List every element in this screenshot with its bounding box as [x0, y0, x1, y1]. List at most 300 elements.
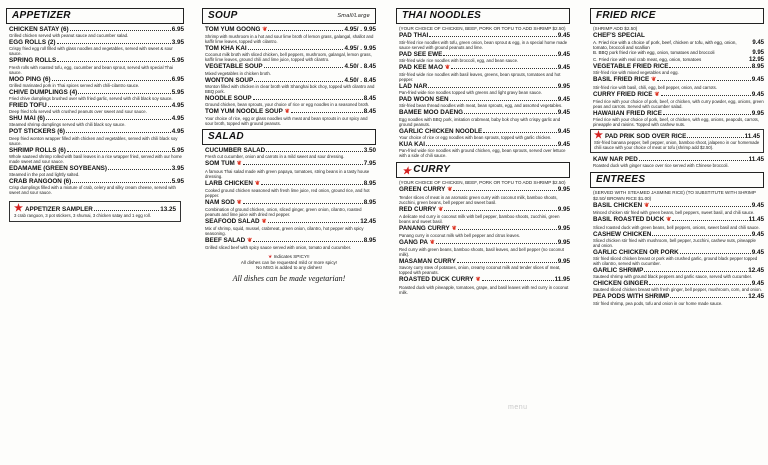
item-name: SHRIMP ROLLS (6): [9, 146, 66, 154]
item-description: Mixed vegetables in chicken broth.: [205, 70, 271, 76]
item-description: Fried chive dumplings brushed over with fried garlic, served with chili black soy sauce.: [9, 96, 173, 102]
menu-item: [593, 76, 764, 89]
soup-header: SOUP Small/Large: [202, 8, 376, 24]
item-price: 12.95: [748, 56, 764, 63]
item-name: VEGETABLE FRIED RICE: [593, 63, 669, 71]
thai-noodles-list: [396, 32, 570, 158]
item-name: PAD PRIK SOD OVER RICE: [604, 133, 687, 141]
chefs-special-text: B. BBQ pork fried rice with egg, onion, tomatoes and broccoli: [593, 50, 715, 56]
menu-item-row: [205, 45, 376, 52]
menu-item: [205, 77, 376, 94]
curry-list: [396, 186, 570, 294]
item-price: 9.45: [751, 230, 764, 238]
item-description: Crisp dumplings filled with a mixture of crab, celery and silky cream cheese, served with sweet and sour sauce.: [9, 185, 176, 196]
menu-item-row: [205, 95, 376, 102]
item-description: Grilled chicken served with peanut sauce and cucumber salad.: [9, 33, 129, 39]
item-name: MASAMAN CURRY: [399, 258, 456, 266]
menu-item-row: [14, 205, 176, 213]
item-price: 4.95: [171, 115, 184, 123]
menu-item-row: [399, 186, 570, 194]
menu-item: [9, 147, 184, 164]
item-name: GARLIC SHRIMP: [593, 267, 644, 275]
vegetarian-note: All dishes can be made vegetarian!: [232, 273, 346, 283]
item-description: Stir-fried banana pepper, bell pepper, onion, bamboo shoot, jalapeno in our homemade chili sauce with your choice of meat or tofu (shrimp add $2.50).: [594, 140, 760, 151]
item-price: 12.45: [748, 293, 764, 301]
item-price: 4.95: [171, 128, 184, 136]
item-price: 4.95/ . 9.95: [344, 26, 376, 33]
item-price: 9.45: [751, 248, 764, 256]
item-name: PAD KEE MAO: [399, 63, 443, 71]
salad-header: SALAD: [202, 129, 376, 145]
item-name: SHU MAI (6): [9, 115, 46, 123]
item-description: Crispy fried egg roll filled with glass noodles and vegetables, served with sweet & sour sauce.: [9, 46, 173, 57]
menu-item-row: [9, 76, 184, 83]
item-price: 9.45: [557, 109, 570, 117]
item-price: 9.45: [557, 96, 570, 104]
menu-item-row: [9, 89, 184, 96]
appetizer-section: [6, 8, 184, 222]
menu-item-row: [593, 249, 764, 256]
item-name: CHICKEN SATAY (6): [9, 26, 69, 33]
item-name: BEEF SALAD: [205, 237, 246, 245]
dotted-leader: [652, 235, 750, 236]
item-description: Grilled sliced beef with spicy sauce served with onion, tomato and cucumber.: [205, 245, 352, 251]
dotted-leader: [644, 271, 747, 272]
curry-header: ★ CURRY: [396, 162, 570, 178]
chili-pepper-icon: ❦: [651, 77, 657, 84]
item-description: Sliced roasted duck with green beans, bell peppers, onions, sweet basil and chili sauce.: [593, 224, 760, 230]
dotted-leader: [639, 160, 748, 161]
dotted-leader: [254, 81, 343, 82]
chefs-special-title: CHEF'S SPECIAL: [593, 32, 645, 40]
dotted-leader: [436, 243, 557, 244]
item-price: 8.95: [363, 179, 376, 187]
menu-item-row: [399, 96, 570, 103]
menu-item-row: [9, 102, 184, 109]
chili-pepper-icon: ❦: [268, 254, 273, 260]
item-name: TOM YUM NOODLE SOUP: [205, 108, 283, 116]
chili-pepper-icon: ❦: [429, 240, 435, 247]
item-name: TOM KHA KAI: [205, 45, 247, 53]
item-price: 4.95/ . 9.95: [344, 45, 376, 53]
menu-item: [399, 258, 570, 275]
menu-item: [593, 156, 764, 168]
salad-list: [202, 147, 376, 250]
chefs-special-line: [593, 40, 764, 51]
menu-item: [593, 293, 764, 305]
menu-item: [205, 95, 376, 107]
item-description: Sauteed shrimp with ground black peppers and garlic sauce, served with cucumber.: [593, 274, 753, 280]
item-price: 5.95: [171, 88, 184, 96]
dotted-leader: [66, 132, 171, 133]
item-price: 9.95: [751, 109, 764, 117]
menu-item: [205, 63, 376, 75]
menu-item: [399, 186, 570, 204]
appetizer-header: APPETIZER: [6, 8, 184, 24]
dotted-leader: [453, 190, 556, 191]
menu-item-row: [205, 147, 376, 154]
chili-pepper-icon: ❦: [261, 219, 267, 226]
menu-item: [205, 218, 376, 236]
menu-item-row: [593, 293, 764, 300]
menu-item: [9, 57, 184, 74]
menu-item-row: [205, 26, 376, 34]
chefs-special-list: [590, 40, 764, 64]
dotted-leader: [67, 151, 171, 152]
item-name: GANG PA: [399, 239, 428, 247]
menu-item: [399, 109, 570, 126]
item-description: Stir-fried wide rice noodles with broccoli, egg, and bean sauce.: [399, 57, 519, 63]
item-price: 9.45: [752, 39, 764, 46]
menu-item: [593, 63, 764, 75]
item-description: Shrimp with mushroom in a hot and sour lime broth of lemon grass, galangal, shallot and kaffir lime leaves, topped with cilantro.: [205, 34, 374, 45]
red-star-icon: ★: [14, 203, 23, 215]
menu-item: [9, 102, 184, 114]
item-name: TOM YUM GOONG: [205, 26, 261, 33]
chili-pepper-icon: ❦: [236, 199, 242, 206]
dotted-leader: [261, 184, 363, 185]
item-price: 3.95: [171, 164, 184, 172]
menu-item-row: [9, 165, 184, 172]
item-description: Combination of ground chicken, onion, sliced ginger, green onion, cilantro, roasted peanuts and lime juice with dried red pepper.: [205, 207, 362, 218]
item-description: Your choice of rice, egg or glass noodles with meat and bean sprouts in our spicy and sour broth, topped with ground peanuts.: [205, 116, 368, 127]
dotted-leader: [266, 151, 363, 152]
dotted-leader: [444, 210, 557, 211]
item-description: A delicate red curry in coconut milk with bell pepper, bamboo shoots, zucchini, green beans and sweet basil.: [399, 213, 560, 224]
dotted-leader: [253, 241, 362, 242]
dotted-leader: [680, 253, 751, 254]
dotted-leader: [657, 80, 750, 81]
item-description: Stir fried sliced chicken breast or pork with crushed garlic, ground black pepper topped with cilantro, served with cucumber.: [593, 256, 758, 267]
item-price: 13.25: [160, 206, 176, 214]
menu-item-row: [9, 178, 184, 185]
item-name: MOO PING (6): [9, 75, 51, 83]
item-description: Grilled marinated pork in Thai spices served with chili-cilantro sauce.: [9, 82, 140, 88]
item-description: Steamed in the pot and lightly salted.: [9, 172, 80, 178]
item-description: Ground chicken, bean sprouts, your choice of rice or egg noodles in a seasoned broth.: [205, 102, 370, 108]
menu-item: [205, 108, 376, 126]
menu-item: [593, 216, 764, 229]
soup-section: [202, 8, 376, 126]
menu-item-row: [9, 128, 184, 135]
menu-item: [399, 128, 570, 140]
curry-note: (YOUR CHOICE OF CHICKEN, BEEF, PORK OR TOFU TO ADD SHRIMP $2.50): [399, 180, 566, 186]
menu-item-row: [205, 77, 376, 84]
item-price: 8.45: [363, 94, 376, 102]
dotted-leader: [443, 55, 556, 56]
chili-pepper-icon: ❦: [475, 277, 481, 284]
appetizer-sampler-box: [9, 201, 181, 222]
item-description: Stir-fried rice with mixed vegetables and egg.: [593, 70, 679, 76]
chili-pepper-icon: ❦: [666, 217, 672, 224]
menu-item: [9, 26, 184, 38]
item-price: 9.95: [557, 239, 570, 247]
entrees-note: (SERVED WITH STEAMED JASMINE RICE) (TO SUBSTITUTE WITH SHRIMP $2.50/ BROWN RICE $1.00): [593, 190, 756, 201]
dotted-leader: [426, 145, 557, 146]
menu-item: [593, 267, 764, 279]
item-price: 9.95: [557, 224, 570, 232]
item-price: 8.95: [751, 63, 764, 71]
item-name: BASIL ROASTED DUCK: [593, 216, 665, 224]
menu-item: [205, 147, 376, 159]
item-name: LAD NAR: [399, 83, 428, 91]
dotted-leader: [483, 132, 556, 133]
menu-item-row: [593, 91, 764, 99]
item-price: 4.95: [171, 102, 184, 110]
item-price: 9.45: [557, 32, 570, 40]
menu-item: [593, 91, 764, 109]
item-name: RED CURRY: [399, 205, 437, 213]
item-price: 3.50: [363, 147, 376, 155]
item-price: 6.95: [171, 75, 184, 83]
chili-pepper-icon: ❦: [236, 161, 242, 168]
item-description: Red curry with green beans, bamboo shoots, basil leaves, and bell pepper (no coconut milk).: [399, 247, 564, 258]
dotted-leader: [264, 67, 344, 68]
item-price: 12.45: [748, 267, 764, 275]
item-name: GREEN CURRY: [399, 186, 446, 194]
footnotes: [202, 254, 376, 282]
thai-noodles-header: THAI NOODLES: [396, 8, 570, 24]
item-description: Whole sauteed shrimp rolled with basil leaves in a rice wrapper fried, served with our home made sweet and sour sauce.: [9, 153, 182, 164]
dotted-leader: [70, 30, 171, 31]
menu-item: [399, 51, 570, 63]
item-price: 12.45: [360, 218, 376, 226]
menu-item: [399, 32, 570, 49]
menu-item-row: [9, 115, 184, 122]
item-price: 9.45: [751, 280, 764, 288]
dotted-leader: [291, 112, 363, 113]
item-name: WONTON SOUP: [205, 76, 254, 84]
menu-item-row: [205, 237, 376, 245]
menu-item-row: [399, 32, 570, 39]
menu-item-row: [399, 258, 570, 265]
item-price: 5.95: [171, 57, 184, 65]
dotted-leader: [450, 100, 557, 101]
item-name: FRIED TOFU: [9, 102, 47, 110]
item-price: 11.45: [748, 156, 764, 164]
item-description: Your choice of rice or egg noodles with bean sprouts, topped with garlic chicken.: [399, 134, 552, 140]
menu-item: [9, 115, 184, 127]
dotted-leader: [672, 220, 747, 221]
item-name: PAD WOON SEN: [399, 96, 449, 104]
menu-item-row: [593, 156, 764, 163]
menu-item: [9, 89, 184, 101]
menu-item-row: [9, 147, 184, 154]
dotted-leader: [482, 280, 554, 281]
item-price: 9.45: [557, 63, 570, 71]
chili-pepper-icon: ❦: [254, 180, 260, 187]
item-description: Tender slices of meat in an aromatic green curry with coconut milk, bamboo shoots, zucchini, green beans, bell pepper and sweet basil.: [399, 194, 558, 205]
item-name: ROASTED DUCK CURRY: [399, 276, 474, 284]
menu-item-row: [9, 57, 184, 64]
spicy-footnote: ❦ Indicates SPICY!!: [268, 254, 310, 260]
dotted-leader: [243, 203, 363, 204]
item-name: PANANG CURRY: [399, 224, 450, 232]
item-description: Wonton filled with chicken in clear broth with Shanghai bok choy, topped with cilantro and BBQ pork.: [205, 83, 375, 94]
item-description: Stir-fried rice with basil, chili, egg, bell pepper, onion, and carrots.: [593, 84, 717, 90]
chefs-special-text: C. Fried rice with real crab meat, egg, onion, tomatoes: [593, 56, 702, 62]
dotted-leader: [457, 262, 557, 263]
item-description: Stir-fried bean thread noodles with meat, bean sprouts, egg, and assorted vegetables.: [399, 103, 563, 109]
item-price: 9.45: [557, 140, 570, 148]
item-description: Roasted duck with pineapple, tomatoes, grape, and basil leaves with red curry in coconut milk.: [399, 284, 569, 295]
dotted-leader: [650, 206, 750, 207]
menu-item: [399, 141, 570, 158]
item-price: 6.95: [171, 26, 184, 33]
item-name: CHICKEN GINGER: [593, 280, 649, 288]
item-price: 5.95: [171, 146, 184, 154]
item-price: 9.45: [557, 127, 570, 135]
menu-item-row: [399, 206, 570, 214]
item-name: EGG ROLLS (2): [9, 39, 56, 47]
dotted-leader: [649, 284, 750, 285]
menu-item-row: [593, 76, 764, 84]
dotted-leader: [670, 297, 747, 298]
item-description: Fresh rolls with roasted tofu, egg, cucumber and bean sprout, served with special Thai sauce.: [9, 64, 174, 75]
fried-rice-section: [590, 8, 764, 168]
item-description: Mix of shrimp, squid, mussel, crabmeat, green onion, cilantro, hot pepper with spicy seasoning.: [205, 226, 364, 237]
menu-item: [205, 26, 376, 44]
fried-rice-list: [590, 63, 764, 127]
item-price: 3.95: [171, 39, 184, 47]
dotted-leader: [268, 222, 360, 223]
item-price: 7.95: [363, 160, 376, 168]
menu-item-row: [399, 64, 570, 72]
dotted-leader: [451, 68, 557, 69]
item-name: SOM TUM: [205, 160, 235, 168]
item-description: Panang curry in coconut milk with bell pepper and citrus leaves.: [399, 233, 521, 239]
menu-item: [9, 128, 184, 145]
dotted-leader: [669, 67, 750, 68]
column-4: [590, 8, 764, 309]
fried-rice-header: FRIED RICE: [590, 8, 764, 24]
dotted-leader: [78, 93, 171, 94]
chili-pepper-icon: ❦: [284, 109, 290, 116]
pad-prik-box: [590, 129, 764, 153]
chili-pepper-icon: ❦: [247, 238, 253, 245]
menu-item: [205, 180, 376, 198]
item-name: EDAMAME (GREEN SOYBEANS): [9, 164, 107, 172]
chefs-special-text: A. Fried rice with a choice of pork, beef, chicken or tofu, with egg, onion, tomato, broccoli and scallion: [593, 39, 737, 51]
dotted-leader: [687, 137, 743, 138]
watermark: menu: [508, 404, 528, 411]
item-price: 9.95: [557, 83, 570, 91]
item-name: BASIL FRIED RICE: [593, 76, 650, 84]
item-name: PEA PODS WITH SHRIMP: [593, 293, 670, 301]
dotted-leader: [663, 114, 751, 115]
item-name: LARB CHICKEN: [205, 179, 253, 187]
item-name: BASIL CHICKEN: [593, 202, 643, 210]
item-description: Savory curry stew of potatoes, onion, creamy coconut milk and tender slices of meat, topped with peanuts.: [399, 265, 561, 276]
menu-item: [399, 239, 570, 257]
menu-item-row: [205, 63, 376, 70]
column-3: [396, 8, 570, 298]
chili-pepper-icon: ❦: [644, 203, 650, 210]
chili-pepper-icon: ❦: [444, 64, 450, 71]
item-price: 8.95: [363, 198, 376, 206]
item-description: Sauteed sliced chicken breast with fresh ginger, bell pepper, mushroom, corn, and onion.: [593, 287, 762, 293]
menu-item: [9, 165, 184, 177]
chili-pepper-icon: ❦: [438, 206, 444, 213]
menu-item: [399, 83, 570, 95]
soup-list: [202, 26, 376, 126]
dotted-leader: [46, 119, 171, 120]
item-price: 11.95: [554, 276, 570, 284]
menu-item: [205, 199, 376, 217]
item-name: CASHEW CHICKEN: [593, 230, 652, 238]
item-name: VEGETABLE SOUP: [205, 63, 263, 71]
item-description: Pan-fried wide rice noodles topped with greens and light gravy bean sauce.: [399, 90, 543, 96]
item-name: GARLIC CHICKEN NOODLE: [399, 127, 483, 135]
item-description: Roasted duck with ginger sauce over rice served with Chinese broccoli.: [593, 163, 729, 169]
item-name: PAD SEE EWE: [399, 50, 443, 58]
item-description: Cooked ground chicken seasoned with fresh lime juice, red onion, ground rice, and hot pepper.: [205, 187, 370, 198]
menu-item-row: [9, 39, 184, 46]
item-description: Pan-fried wide rice noodles with ground chicken, egg, bean sprouts, served over lettuce with a side of chili sauce.: [399, 148, 566, 159]
item-name: CURRY FRIED RICE: [593, 90, 653, 98]
mild-footnote: All dishes can be requested mild or more spicy!: [240, 259, 338, 265]
dotted-leader: [248, 49, 344, 50]
item-price: 11.45: [744, 133, 760, 141]
menu-item: [9, 178, 184, 195]
menu-item: [9, 39, 184, 56]
item-price: 9.95: [557, 186, 570, 194]
menu-item-row: [399, 276, 570, 284]
item-price: 11.45: [748, 216, 764, 224]
item-description: Stir fried shrimp, pea pods, tofu and onion in our home made sauce.: [593, 300, 723, 306]
red-star-icon: ★: [402, 166, 412, 178]
item-description: Minced chicken stir fried with green beans, bell peppers, sweet basil, and chili sauce.: [593, 210, 755, 216]
thai-noodles-section: [396, 8, 570, 158]
item-price: 9.95: [557, 205, 570, 213]
column-2: [202, 8, 376, 286]
menu-item-row: [399, 109, 570, 116]
item-name: CHIVE DUMPLINGS (4): [9, 88, 78, 96]
menu-item: [593, 110, 764, 127]
menu-item-row: [9, 26, 184, 33]
item-name: NAM SOD: [205, 198, 235, 206]
entrees-section: [590, 172, 764, 305]
menu-item-row: [593, 267, 764, 274]
menu-item-row: [593, 202, 764, 210]
menu-item: [399, 276, 570, 294]
item-description: Egg noodles with BBQ pork, imitation crabmeat, baby bok choy with crispy garlic and ground peanuts.: [399, 116, 561, 127]
menu-item-row: [593, 216, 764, 224]
dotted-leader: [464, 113, 557, 114]
dotted-leader: [268, 30, 343, 31]
item-name: CUCUMBER SALAD: [205, 147, 266, 155]
dotted-leader: [458, 229, 557, 230]
chili-pepper-icon: ❦: [262, 27, 268, 33]
menu-item-row: [205, 218, 376, 226]
item-name: GARLIC CHICKEN OR PORK: [593, 248, 679, 256]
dotted-leader: [57, 43, 171, 44]
menu-item-row: [399, 239, 570, 247]
menu-item: [399, 206, 570, 224]
entrees-list: [590, 202, 764, 305]
item-description: A famous Thai salad made with green papaya, tomatoes, string beans in a tasty house dressing.: [205, 168, 370, 179]
menu-item-row: [593, 110, 764, 117]
dotted-leader: [52, 80, 171, 81]
entrees-header: ENTREES: [590, 172, 764, 188]
item-price: 9.45: [751, 202, 764, 210]
menu-item-row: [205, 108, 376, 116]
menu-item: [593, 231, 764, 248]
menu-item: [399, 225, 570, 238]
menu-item: [205, 45, 376, 62]
item-name: KAW NAR PED: [593, 156, 638, 164]
item-name: HAWAIIAN FRIED RICE: [593, 109, 662, 117]
